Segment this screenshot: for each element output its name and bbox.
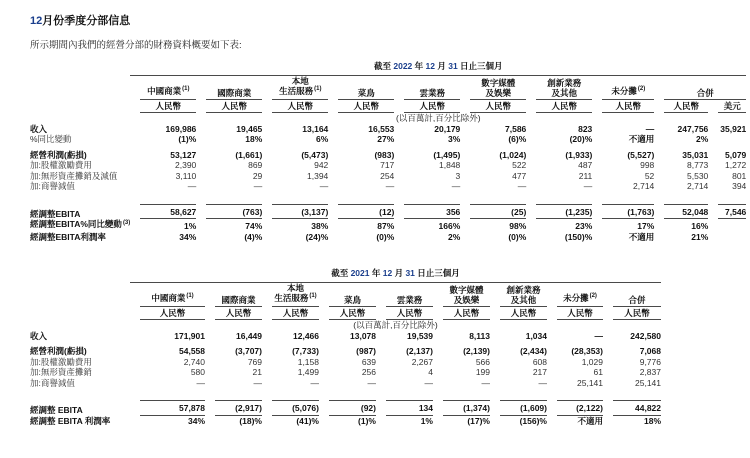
value-cell: 1,029	[581, 356, 603, 367]
value-cell: 1,499	[297, 367, 319, 377]
footnote-mark: (1)	[182, 86, 190, 92]
column-header: 雲業務	[394, 76, 460, 100]
value-cell: (25)	[460, 204, 526, 220]
row-label: 加:股權激勵費用	[30, 160, 92, 170]
value-cell: 1,034	[525, 330, 547, 341]
table-row	[30, 400, 750, 416]
value-cell: 4	[428, 367, 433, 377]
column-header: 數字媒體 及娛樂	[460, 76, 526, 100]
row-label: 經調整 EBITA 利潤率	[30, 415, 111, 426]
value-cell: 18%	[643, 415, 661, 426]
currency-header: 人民幣	[654, 100, 708, 114]
value-cell: 356	[394, 204, 460, 220]
table-row	[30, 134, 746, 145]
value-cell: 61	[593, 367, 603, 377]
column-header: 國際商業	[205, 283, 262, 307]
value-cell: 169,986	[165, 123, 197, 134]
table-row	[30, 416, 750, 427]
value-cell: 522	[512, 160, 527, 170]
currency-header: 人民幣	[460, 100, 526, 114]
value-cell: 74%	[245, 221, 263, 231]
value-cell: 869	[248, 160, 263, 170]
value-cell: 57,878	[130, 400, 205, 416]
spacer-row	[30, 192, 746, 204]
value-cell: 608	[532, 356, 547, 367]
row-label: %同比變動	[30, 134, 72, 144]
value-cell: 1%	[183, 221, 197, 231]
value-cell: 639	[361, 356, 376, 367]
value-cell: 171,901	[174, 330, 205, 341]
column-header: 未分攤$^{(2)}$	[592, 76, 654, 100]
row-label: 加:商譽減值	[30, 181, 75, 191]
value-cell: (156)%	[519, 415, 547, 426]
currency-header: 人民幣	[130, 100, 196, 114]
column-header: 本地 生活服務$^{(1)}$	[262, 283, 319, 307]
value-cell: (3,137)	[262, 204, 328, 220]
value-cell: 7,586	[505, 123, 527, 134]
value-cell: (7,733)	[292, 346, 319, 356]
table-row	[30, 232, 746, 243]
row-label: 加:股權激勵費用	[30, 356, 92, 367]
value-cell: 35,031	[682, 149, 709, 160]
value-cell: 2,267	[411, 356, 433, 367]
table-row	[30, 357, 750, 368]
value-cell: 242,580	[630, 330, 661, 341]
value-cell: 998	[640, 160, 655, 170]
value-cell: 18%	[245, 134, 263, 144]
value-cell: 2,837	[639, 367, 661, 377]
value-cell	[708, 219, 746, 232]
value-cell: (3,707)	[235, 346, 262, 356]
value-cell: 3	[455, 170, 461, 181]
value-cell: (18)%	[239, 415, 262, 426]
footnote-mark: (2)	[589, 293, 597, 299]
value-cell: 16,449	[236, 330, 262, 341]
value-cell: 34%	[187, 415, 205, 426]
value-cell: 13,164	[302, 123, 329, 134]
value-cell: 1,158	[297, 356, 319, 367]
value-cell: (92)	[319, 400, 376, 416]
value-cell: —	[645, 123, 655, 134]
value-cell: (5,473)	[301, 149, 329, 160]
table-row	[30, 124, 746, 135]
value-cell: 38%	[311, 221, 329, 231]
table-row	[30, 204, 746, 220]
value-cell: 394	[732, 181, 747, 191]
value-cell: 19,539	[407, 330, 433, 341]
value-cell: (28,353)	[571, 346, 603, 356]
value-cell: (1,024)	[499, 149, 527, 160]
column-header: 創新業務 及其他	[526, 76, 592, 100]
value-cell: 98%	[509, 221, 527, 231]
row-label: 加:商譽減值	[30, 377, 75, 388]
value-cell: 254	[380, 170, 395, 181]
currency-header: 人民幣	[603, 307, 661, 321]
value-cell: (0)%	[376, 231, 395, 242]
value-cell: 199	[475, 367, 490, 377]
value-cell: 不適用	[577, 415, 603, 426]
value-cell: 29	[252, 170, 263, 181]
value-cell: (2,122)	[547, 400, 603, 416]
value-cell	[708, 232, 746, 243]
value-cell: 不適用	[628, 134, 655, 144]
column-header: 數字媒體 及娛樂	[433, 283, 490, 307]
value-cell: 16,553	[368, 123, 395, 134]
value-cell: (1)%	[358, 415, 376, 426]
table-row	[30, 160, 746, 171]
page-title-text: 月份季度分部信息	[42, 15, 131, 27]
value-cell: 34%	[179, 231, 197, 242]
value-cell: 801	[732, 170, 747, 181]
column-header: 中國商業$^{(1)}$	[130, 283, 205, 307]
currency-header: 人民幣	[526, 100, 592, 114]
currency-header: 人民幣	[394, 100, 460, 114]
page-subtitle: 所示期間內我們的經營分部的財務資料概要如下表:	[30, 40, 242, 51]
value-cell: 21	[252, 367, 262, 377]
value-cell: (5,076)	[262, 400, 319, 416]
value-cell: (1,609)	[490, 400, 547, 416]
row-label: 加:無形資產攤銷及減值	[30, 170, 118, 181]
value-cell: 87%	[377, 221, 395, 231]
value-cell: (0)%	[508, 231, 527, 242]
table-row	[30, 171, 746, 182]
row-label: 經調整EBITA%同比變動$^{(3)}$	[30, 219, 131, 229]
value-cell: 8,773	[687, 160, 709, 170]
value-cell: 54,558	[179, 346, 205, 356]
value-cell: 823	[578, 123, 593, 134]
value-cell: 9,776	[639, 356, 661, 367]
value-cell: 52,048	[654, 204, 708, 220]
currency-header: 人民幣	[376, 307, 433, 321]
value-cell: 27%	[377, 134, 395, 144]
value-cell: (4)%	[244, 231, 263, 242]
value-cell: —	[538, 377, 547, 388]
column-header: 中國商業$^{(1)}$	[130, 76, 196, 100]
value-cell: 247,756	[677, 123, 709, 134]
column-header: 國際商業	[196, 76, 262, 100]
value-cell: 16%	[691, 221, 709, 231]
value-cell: (1,374)	[433, 400, 490, 416]
value-cell: —	[187, 181, 197, 191]
value-cell: —	[481, 377, 490, 388]
currency-header: 人民幣	[547, 307, 603, 321]
value-cell: —	[319, 181, 329, 191]
column-header: 菜鳥	[328, 76, 394, 100]
spacer-row	[30, 388, 750, 400]
value-cell: 3%	[447, 134, 461, 144]
segment-table-2022	[30, 61, 746, 242]
value-cell: 942	[314, 160, 329, 170]
currency-header: 人民幣	[490, 307, 547, 321]
column-header: 本地 生活服務$^{(1)}$	[262, 76, 328, 100]
table-row	[30, 181, 746, 192]
segment-table-2021-container	[30, 268, 750, 426]
row-label: 經營利潤(虧損)	[30, 346, 87, 356]
value-cell: —	[367, 377, 376, 388]
table-row	[30, 367, 750, 378]
value-cell: (1,495)	[433, 149, 461, 160]
period-heading: 截至 2022 年 12 月 31 日止三個月	[130, 61, 746, 76]
value-cell: (6)%	[508, 134, 527, 144]
row-label: 經調整EBITA	[30, 208, 81, 219]
column-header: 創新業務 及其他	[490, 283, 547, 307]
value-cell: 21%	[691, 231, 709, 242]
value-cell: 7,068	[639, 346, 661, 356]
column-header: 未分攤$^{(2)}$	[547, 283, 603, 307]
value-cell: 19,465	[236, 123, 263, 134]
value-cell: 44,822	[603, 400, 661, 416]
value-cell: 256	[361, 367, 376, 377]
value-cell: 580	[190, 367, 205, 377]
value-cell: (2,137)	[406, 346, 433, 356]
value-cell: —	[310, 377, 319, 388]
value-cell: 1,394	[307, 170, 329, 181]
value-cell: (1,763)	[592, 204, 654, 220]
value-cell: —	[424, 377, 433, 388]
value-cell: —	[594, 330, 603, 341]
value-cell: 5,530	[687, 170, 709, 181]
value-cell: 1,848	[439, 160, 461, 170]
value-cell: (983)	[374, 149, 395, 160]
value-cell: —	[253, 181, 263, 191]
value-cell: 717	[380, 160, 395, 170]
segment-table-2022-container	[30, 61, 750, 242]
value-cell: 25,141	[635, 377, 661, 388]
row-label: 加:無形資產攤銷	[30, 367, 92, 377]
column-header: 雲業務	[376, 283, 433, 307]
value-cell: —	[583, 181, 593, 191]
value-cell: (12)	[328, 204, 394, 220]
value-cell: 134	[376, 400, 433, 416]
table-row	[30, 346, 750, 357]
units-note: (以百萬計,百分比除外)	[396, 113, 481, 123]
value-cell: —	[517, 181, 527, 191]
value-cell: 23%	[575, 221, 593, 231]
value-cell: (2,139)	[463, 346, 490, 356]
currency-header: 人民幣	[592, 100, 654, 114]
footnote-mark: (1)	[314, 86, 322, 92]
value-cell: 13,078	[350, 330, 376, 341]
value-cell: 769	[247, 356, 262, 367]
value-cell: 1%	[420, 415, 433, 426]
table-row	[30, 331, 750, 342]
row-label: 經調整 EBITA	[30, 405, 83, 415]
value-cell: (1,661)	[235, 149, 263, 160]
row-label: 經營利潤(虧損)	[30, 149, 87, 160]
row-label: 經調整EBITA利潤率	[30, 231, 106, 242]
value-cell: (150)%	[564, 231, 593, 242]
currency-header: 人民幣	[262, 100, 328, 114]
row-label: 收入	[30, 123, 48, 134]
value-cell: 2,714	[633, 181, 655, 191]
value-cell: (20)%	[569, 134, 593, 144]
value-cell: 不適用	[628, 231, 655, 242]
currency-header: 人民幣	[433, 307, 490, 321]
value-cell: 2%	[695, 134, 709, 144]
value-cell: 58,627	[130, 204, 196, 220]
value-cell: 3,110	[175, 170, 197, 181]
value-cell: 52	[644, 170, 655, 181]
value-cell: 25,141	[577, 377, 603, 388]
units-note: (以百萬計,百分比除外)	[353, 320, 438, 330]
value-cell: 17%	[637, 221, 655, 231]
value-cell: 5,079	[725, 149, 747, 160]
value-cell: —	[253, 377, 262, 388]
currency-header: 人民幣	[205, 307, 262, 321]
value-cell: (1,933)	[565, 149, 593, 160]
value-cell: 1,272	[725, 160, 747, 170]
column-header: 合併	[603, 283, 661, 307]
value-cell: 487	[578, 160, 593, 170]
column-header: 合併	[654, 76, 746, 100]
currency-header: 人民幣	[130, 307, 205, 321]
currency-header: 人民幣	[319, 307, 376, 321]
page-title	[30, 12, 750, 28]
value-cell: 2,390	[175, 160, 197, 170]
value-cell: 53,127	[170, 149, 197, 160]
value-cell: —	[196, 377, 205, 388]
currency-header: 美元	[708, 100, 746, 114]
value-cell: 217	[532, 367, 547, 377]
row-label: 收入	[30, 330, 48, 341]
value-cell: (1,235)	[526, 204, 592, 220]
segment-table-2021	[30, 268, 750, 426]
page-title-number: 12	[30, 15, 43, 27]
value-cell: 2,714	[687, 181, 709, 191]
value-cell: (987)	[356, 346, 376, 356]
value-cell: 166%	[438, 221, 461, 231]
value-cell: 2,740	[183, 356, 205, 367]
value-cell: —	[451, 181, 461, 191]
value-cell: 6%	[315, 134, 329, 144]
value-cell: (41)%	[296, 415, 319, 426]
value-cell: 477	[512, 170, 527, 181]
value-cell: —	[385, 181, 395, 191]
footnote-mark: (1)	[186, 293, 194, 299]
value-cell: 20,179	[434, 123, 461, 134]
table-row	[30, 378, 750, 389]
value-cell: (2,434)	[520, 346, 547, 356]
value-cell: (17)%	[467, 415, 490, 426]
table-row	[30, 150, 746, 161]
value-cell: (1)%	[178, 134, 197, 144]
currency-header: 人民幣	[196, 100, 262, 114]
value-cell: 566	[475, 356, 490, 367]
value-cell: 12,466	[293, 330, 319, 341]
footnote-mark: (2)	[637, 86, 646, 92]
column-header: 菜鳥	[319, 283, 376, 307]
value-cell: (2,917)	[205, 400, 262, 416]
value-cell: 7,546	[708, 204, 746, 220]
value-cell: (763)	[196, 204, 262, 220]
currency-header: 人民幣	[262, 307, 319, 321]
currency-header: 人民幣	[328, 100, 394, 114]
value-cell	[708, 134, 746, 145]
footnote-mark: (1)	[309, 293, 317, 299]
period-heading: 截至 2021 年 12 月 31 日止三個月	[130, 268, 661, 283]
table-row	[30, 219, 746, 232]
footnote-mark: (3)	[122, 219, 131, 226]
value-cell: (5,527)	[627, 149, 655, 160]
value-cell: 35,921	[720, 123, 747, 134]
value-cell: 2%	[447, 231, 461, 242]
value-cell: 8,113	[469, 330, 490, 341]
value-cell: 211	[578, 170, 593, 181]
value-cell: (24)%	[305, 231, 329, 242]
